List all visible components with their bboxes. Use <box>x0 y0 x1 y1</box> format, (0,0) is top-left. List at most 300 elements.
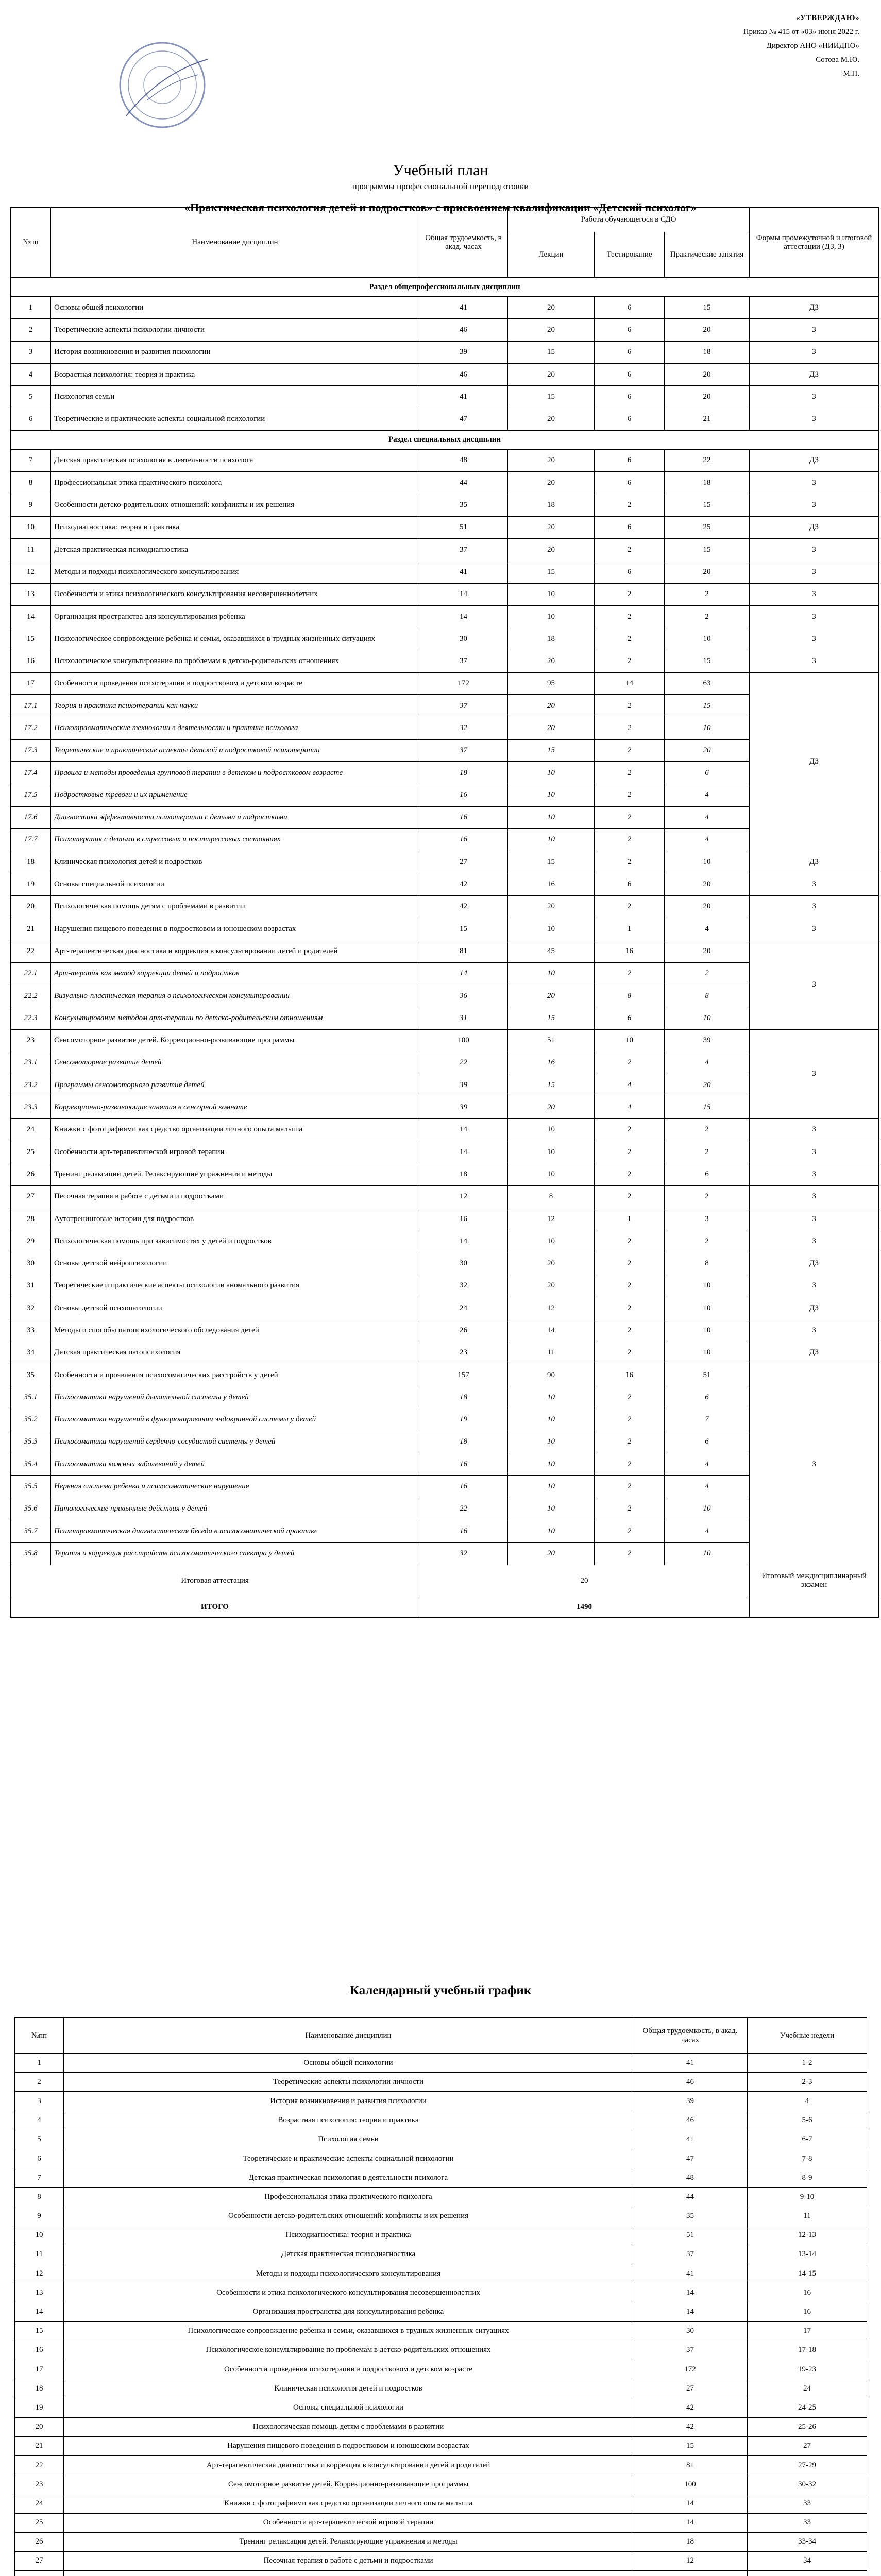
calendar-row <box>15 2245 867 2264</box>
lecture-hours: 20 <box>508 319 595 341</box>
practice-hours: 20 <box>665 873 750 895</box>
calendar-row <box>15 2475 867 2494</box>
cal-hours: 47 <box>633 2149 748 2168</box>
calendar-row <box>15 2551 867 2570</box>
cal-hours: 12 <box>633 2551 748 2570</box>
total-hours-value: 1490 <box>419 1597 750 1617</box>
table-row <box>11 449 879 471</box>
row-number: 15 <box>11 628 51 650</box>
cal-discipline-name: Особенности детско-родительских отношений: конфликты и их решения <box>64 2207 633 2226</box>
lecture-hours: 10 <box>508 1118 595 1141</box>
approval-block <box>571 11 859 81</box>
table-row <box>11 851 879 873</box>
testing-hours: 2 <box>595 1520 665 1543</box>
cal-row-number: 21 <box>15 2436 64 2455</box>
row-number: 35.3 <box>11 1431 51 1453</box>
discipline-name: Сенсомоторное развитие детей. Коррекционно-развивающие программы <box>51 1029 419 1052</box>
row-number: 35 <box>11 1364 51 1386</box>
row-number: 6 <box>11 408 51 430</box>
row-number: 17 <box>11 672 51 694</box>
cal-row-number: 18 <box>15 2379 64 2398</box>
row-number: 34 <box>11 1342 51 1364</box>
lecture-hours: 15 <box>508 851 595 873</box>
practice-hours: 22 <box>665 449 750 471</box>
total-hours: 18 <box>419 1386 508 1409</box>
calendar-row <box>15 2341 867 2360</box>
testing-hours: 2 <box>595 1319 665 1342</box>
cal-row-number: 24 <box>15 2494 64 2513</box>
row-number: 2 <box>11 319 51 341</box>
cal-hours: 14 <box>633 2283 748 2302</box>
subtable-row <box>11 717 879 739</box>
lecture-hours: 18 <box>508 494 595 516</box>
total-hours: 32 <box>419 1543 508 1565</box>
discipline-name: Теоретические и практические аспекты психологии аномального развития <box>51 1275 419 1297</box>
discipline-name: Тренинг релаксации детей. Релаксирующие упражнения и методы <box>51 1163 419 1185</box>
cal-row-number: 20 <box>15 2417 64 2436</box>
practice-hours: 2 <box>665 1141 750 1163</box>
testing-hours: 2 <box>595 962 665 985</box>
lecture-hours: 10 <box>508 918 595 940</box>
testing-hours: 8 <box>595 985 665 1007</box>
total-hours: 18 <box>419 1163 508 1185</box>
attestation-form: З <box>750 628 879 650</box>
cal-discipline-name: Психологическая помощь детям с проблемами в развитии <box>64 2417 633 2436</box>
attestation-form: З <box>750 494 879 516</box>
practice-hours: 6 <box>665 761 750 784</box>
total-hours: 35 <box>419 494 508 516</box>
lecture-hours: 11 <box>508 1342 595 1364</box>
cal-weeks: 2-3 <box>748 2073 867 2092</box>
table-row <box>11 1163 879 1185</box>
lecture-hours: 10 <box>508 605 595 628</box>
plan-subtitle: программы профессиональной переподготовки <box>352 181 529 191</box>
attestation-form: З <box>750 583 879 605</box>
total-hours: 51 <box>419 516 508 538</box>
lecture-hours: 10 <box>508 828 595 851</box>
lecture-hours: 10 <box>508 583 595 605</box>
cal-discipline-name: Психодиагностика: теория и практика <box>64 2226 633 2245</box>
cal-row-number <box>15 2571 64 2576</box>
testing-hours: 6 <box>595 363 665 385</box>
table-row <box>11 650 879 672</box>
lecture-hours: 20 <box>508 1096 595 1118</box>
cal-weeks: 27 <box>748 2436 867 2455</box>
header-forms: Формы промежуточной и итоговой аттестации (ДЗ, З) <box>750 208 879 278</box>
attestation-form: З <box>750 918 879 940</box>
lecture-hours: 20 <box>508 538 595 561</box>
approval-director-name: Сотова М.Ю. <box>816 56 859 64</box>
cal-discipline-name: Психология семьи <box>64 2130 633 2149</box>
discipline-name: Детская практическая патопсихология <box>51 1342 419 1364</box>
total-hours: 14 <box>419 1141 508 1163</box>
practice-hours: 10 <box>665 717 750 739</box>
cal-weeks: 16 <box>748 2302 867 2321</box>
attestation-form: ДЗ <box>750 516 879 538</box>
cal-discipline-name: Возрастная психология: теория и практика <box>64 2111 633 2130</box>
cal-hours: 42 <box>633 2398 748 2417</box>
cal-row-number: 10 <box>15 2226 64 2245</box>
calendar-row <box>15 2455 867 2475</box>
attestation-form: З <box>750 1185 879 1208</box>
row-number: 12 <box>11 561 51 583</box>
practice-hours: 10 <box>665 1275 750 1297</box>
table-row <box>11 341 879 363</box>
total-hours: 19 <box>419 1409 508 1431</box>
table-row <box>11 672 879 694</box>
lecture-hours: 12 <box>508 1297 595 1319</box>
total-hours: 41 <box>419 297 508 319</box>
practice-hours: 2 <box>665 1185 750 1208</box>
practice-hours: 10 <box>665 1342 750 1364</box>
attestation-form: З <box>750 1364 879 1565</box>
calendar-title: Календарный учебный график <box>349 1984 532 1997</box>
total-hours: 30 <box>419 1252 508 1275</box>
discipline-name: Особенности проведения психотерапии в подростковом и детском возрасте <box>51 672 419 694</box>
cal-weeks: 11 <box>748 2207 867 2226</box>
discipline-name: История возникновения и развития психологии <box>51 341 419 363</box>
total-hours: 100 <box>419 1029 508 1052</box>
discipline-name: Психологическое консультирование по проблемам в детско-родительских отношениях <box>51 650 419 672</box>
table-row <box>11 1029 879 1052</box>
discipline-name: Теоретические аспекты психологии личности <box>51 319 419 341</box>
practice-hours: 4 <box>665 828 750 851</box>
testing-hours: 6 <box>595 516 665 538</box>
lecture-hours: 10 <box>508 1141 595 1163</box>
cal-discipline-name: Основы общей психологии <box>64 2054 633 2073</box>
cal-weeks: 30-32 <box>748 2475 867 2494</box>
total-hours: 37 <box>419 695 508 717</box>
total-hours: 18 <box>419 1431 508 1453</box>
total-hours: 81 <box>419 940 508 962</box>
testing-hours: 6 <box>595 408 665 430</box>
cal-hours: 41 <box>633 2130 748 2149</box>
total-hours: 26 <box>419 1319 508 1342</box>
cal-weeks: 19-23 <box>748 2360 867 2379</box>
total-hours: 14 <box>419 583 508 605</box>
table-row <box>11 408 879 430</box>
lecture-hours: 20 <box>508 408 595 430</box>
approval-title: «УТВЕРЖДАЮ» <box>795 14 859 22</box>
total-hours: 37 <box>419 650 508 672</box>
cal-weeks: 17-18 <box>748 2341 867 2360</box>
discipline-name: Теоретические и практические аспекты детской и подростковой психотерапии <box>51 739 419 761</box>
cal-row-number: 1 <box>15 2054 64 2073</box>
practice-hours: 20 <box>665 739 750 761</box>
cal-hours: 100 <box>633 2475 748 2494</box>
discipline-name: Особенности арт-терапевтической игровой терапии <box>51 1141 419 1163</box>
row-number: 17.2 <box>11 717 51 739</box>
total-hours: 14 <box>419 962 508 985</box>
row-number: 17.7 <box>11 828 51 851</box>
discipline-name: Подростковые тревоги и их применение <box>51 784 419 806</box>
discipline-name: Особенности детско-родительских отношений: конфликты и их решения <box>51 494 419 516</box>
table-row <box>11 561 879 583</box>
lecture-hours: 10 <box>508 761 595 784</box>
practice-hours: 15 <box>665 297 750 319</box>
testing-hours: 14 <box>595 672 665 694</box>
attestation-form: ДЗ <box>750 449 879 471</box>
lecture-hours: 15 <box>508 739 595 761</box>
testing-hours: 2 <box>595 1409 665 1431</box>
row-number: 27 <box>11 1185 51 1208</box>
row-number: 17.5 <box>11 784 51 806</box>
testing-hours: 6 <box>595 319 665 341</box>
total-hours: 39 <box>419 1096 508 1118</box>
practice-hours: 4 <box>665 1453 750 1476</box>
row-number: 11 <box>11 538 51 561</box>
discipline-name: Психологическая помощь при зависимостях у детей и подростков <box>51 1230 419 1252</box>
lecture-hours: 20 <box>508 717 595 739</box>
testing-hours: 6 <box>595 386 665 408</box>
discipline-name: Детская практическая психология в деятельности психолога <box>51 449 419 471</box>
total-hours: 27 <box>419 851 508 873</box>
calendar-row <box>15 2513 867 2532</box>
attestation-form: ДЗ <box>750 851 879 873</box>
cal-header-hours: Общая трудоемкость, в акад. часах <box>633 2018 748 2054</box>
table-row <box>11 1275 879 1297</box>
total-hours: 41 <box>419 386 508 408</box>
lecture-hours: 15 <box>508 341 595 363</box>
row-number: 17.4 <box>11 761 51 784</box>
lecture-hours: 45 <box>508 940 595 962</box>
cal-weeks: 12-13 <box>748 2226 867 2245</box>
row-number: 21 <box>11 918 51 940</box>
cal-hours: 41 <box>633 2054 748 2073</box>
practice-hours: 4 <box>665 784 750 806</box>
calendar-row <box>15 2398 867 2417</box>
cal-weeks: 6-7 <box>748 2130 867 2149</box>
lecture-hours: 10 <box>508 1476 595 1498</box>
cal-discipline-name: Основы специальной психологии <box>64 2398 633 2417</box>
attestation-form: ДЗ <box>750 1342 879 1364</box>
discipline-name: Психотравматическая диагностическая беседа в психосоматической практике <box>51 1520 419 1543</box>
calendar-row <box>15 2054 867 2073</box>
header-hours: Общая трудоемкость, в акад. часах <box>419 208 508 278</box>
attestation-form: ДЗ <box>750 1252 879 1275</box>
practice-hours: 20 <box>665 319 750 341</box>
row-number: 1 <box>11 297 51 319</box>
attestation-form: ДЗ <box>750 1297 879 1319</box>
total-hours: 16 <box>419 806 508 828</box>
table-row <box>11 472 879 494</box>
attestation-form: ДЗ <box>750 297 879 319</box>
header-name: Наименование дисциплин <box>51 208 419 278</box>
row-number: 25 <box>11 1141 51 1163</box>
practice-hours: 6 <box>665 1431 750 1453</box>
table-row <box>11 1141 879 1163</box>
total-hours: 16 <box>419 1208 508 1230</box>
cal-weeks: 7-8 <box>748 2149 867 2168</box>
lecture-hours: 14 <box>508 1319 595 1342</box>
cal-row-number: 13 <box>15 2283 64 2302</box>
calendar-row <box>15 2436 867 2455</box>
cal-hours: 46 <box>633 2111 748 2130</box>
cal-hours: 14 <box>633 2302 748 2321</box>
total-hours: 172 <box>419 672 508 694</box>
cal-discipline-name: Методы и подходы психологического консультирования <box>64 2264 633 2283</box>
cal-discipline-name: Песочная терапия в работе с детьми и подростками <box>64 2551 633 2570</box>
discipline-name: Теоретические и практические аспекты социальной психологии <box>51 408 419 430</box>
testing-hours: 2 <box>595 628 665 650</box>
cal-row-number: 27 <box>15 2551 64 2570</box>
testing-hours: 2 <box>595 1431 665 1453</box>
total-row <box>11 1597 879 1617</box>
cal-row-number: 11 <box>15 2245 64 2264</box>
lecture-hours: 16 <box>508 873 595 895</box>
total-hours: 32 <box>419 717 508 739</box>
practice-hours: 2 <box>665 583 750 605</box>
cal-hours: 18 <box>633 2532 748 2551</box>
calendar-row <box>15 2092 867 2111</box>
testing-hours: 2 <box>595 1498 665 1520</box>
practice-hours: 15 <box>665 695 750 717</box>
total-hours: 46 <box>419 363 508 385</box>
lecture-hours: 10 <box>508 1431 595 1453</box>
cal-weeks: 33-34 <box>748 2532 867 2551</box>
table-row <box>11 873 879 895</box>
row-number: 28 <box>11 1208 51 1230</box>
testing-hours: 2 <box>595 1252 665 1275</box>
testing-hours: 6 <box>595 561 665 583</box>
lecture-hours: 95 <box>508 672 595 694</box>
attestation-form: З <box>750 561 879 583</box>
calendar-row <box>15 2417 867 2436</box>
cal-hours: 37 <box>633 2341 748 2360</box>
discipline-name: Психологическое сопровождение ребенка и семьи, оказавшихся в трудных жизненных ситуациях <box>51 628 419 650</box>
cal-row-number: 15 <box>15 2321 64 2341</box>
subtable-row <box>11 1476 879 1498</box>
attestation-form: З <box>750 873 879 895</box>
row-number: 8 <box>11 472 51 494</box>
table-row <box>11 494 879 516</box>
total-hours: 42 <box>419 873 508 895</box>
testing-hours: 2 <box>595 695 665 717</box>
cal-weeks: 34 <box>748 2551 867 2570</box>
table-row <box>11 918 879 940</box>
cal-row-number: 4 <box>15 2111 64 2130</box>
attestation-form: ДЗ <box>750 672 879 851</box>
cal-hours: 30 <box>633 2321 748 2341</box>
row-number: 14 <box>11 605 51 628</box>
testing-hours: 2 <box>595 784 665 806</box>
cal-hours: 27 <box>633 2379 748 2398</box>
row-number: 4 <box>11 363 51 385</box>
discipline-name: Особенности и проявления психосоматических расстройств у детей <box>51 1364 419 1386</box>
subtable-row <box>11 1052 879 1074</box>
total-hours: 37 <box>419 739 508 761</box>
testing-hours: 2 <box>595 851 665 873</box>
subtable-row <box>11 695 879 717</box>
total-hours: 22 <box>419 1052 508 1074</box>
discipline-name: Терапия и коррекция расстройств психосоматического спектра у детей <box>51 1543 419 1565</box>
attestation-form: З <box>750 895 879 918</box>
practice-hours: 2 <box>665 605 750 628</box>
final-attestation-label: Итоговая аттестация <box>11 1565 419 1597</box>
cal-discipline-name: Детская практическая психология в деятельности психолога <box>64 2168 633 2188</box>
practice-hours: 10 <box>665 1498 750 1520</box>
row-number: 33 <box>11 1319 51 1342</box>
lecture-hours: 20 <box>508 1275 595 1297</box>
testing-hours: 2 <box>595 717 665 739</box>
subtable-row <box>11 806 879 828</box>
calendar-row <box>15 2226 867 2245</box>
total-hours: 41 <box>419 561 508 583</box>
discipline-name: Арт-терапевтическая диагностика и коррекция в консультировании детей и родителей <box>51 940 419 962</box>
total-hours: 36 <box>419 985 508 1007</box>
row-number: 35.1 <box>11 1386 51 1409</box>
lecture-hours: 15 <box>508 561 595 583</box>
subtable-row <box>11 1007 879 1029</box>
table-row <box>11 1208 879 1230</box>
attestation-form: З <box>750 319 879 341</box>
attestation-form: З <box>750 472 879 494</box>
subtable-row <box>11 985 879 1007</box>
subtable-row <box>11 739 879 761</box>
practice-hours: 4 <box>665 1476 750 1498</box>
row-number: 23.2 <box>11 1074 51 1096</box>
discipline-name: Программы сенсомоторного развития детей <box>51 1074 419 1096</box>
calendar-row <box>15 2302 867 2321</box>
row-number: 26 <box>11 1163 51 1185</box>
lecture-hours: 10 <box>508 962 595 985</box>
attestation-form: ДЗ <box>750 363 879 385</box>
total-hours: 12 <box>419 1185 508 1208</box>
calendar-row <box>15 2494 867 2513</box>
lecture-hours: 20 <box>508 695 595 717</box>
final-attestation-hours: 20 <box>419 1565 750 1597</box>
lecture-hours: 18 <box>508 628 595 650</box>
testing-hours: 2 <box>595 1476 665 1498</box>
cal-hours: 14 <box>633 2494 748 2513</box>
practice-hours: 20 <box>665 940 750 962</box>
cal-discipline-name: Книжки с фотографиями как средство организации личного опыта малыша <box>64 2494 633 2513</box>
testing-hours: 1 <box>595 1208 665 1230</box>
total-hours: 16 <box>419 1453 508 1476</box>
testing-hours: 1 <box>595 918 665 940</box>
row-number: 16 <box>11 650 51 672</box>
cal-hours: 41 <box>633 2264 748 2283</box>
calendar-row <box>15 2379 867 2398</box>
table-row <box>11 605 879 628</box>
subtable-row <box>11 1386 879 1409</box>
row-number: 35.8 <box>11 1543 51 1565</box>
testing-hours: 2 <box>595 1543 665 1565</box>
practice-hours: 6 <box>665 1386 750 1409</box>
cal-weeks: 25-26 <box>748 2417 867 2436</box>
testing-hours: 16 <box>595 1364 665 1386</box>
discipline-name: Правила и методы проведения групповой терапии в детском и подростковом возрасте <box>51 761 419 784</box>
cal-weeks: 33 <box>748 2494 867 2513</box>
lecture-hours: 8 <box>508 1185 595 1208</box>
cal-discipline-name: Особенности и этика психологического консультирования несовершеннолетних <box>64 2283 633 2302</box>
table-row <box>11 1252 879 1275</box>
discipline-name: Клиническая психология детей и подростков <box>51 851 419 873</box>
cal-row-number: 25 <box>15 2513 64 2532</box>
lecture-hours: 10 <box>508 1230 595 1252</box>
total-hours: 18 <box>419 761 508 784</box>
row-number: 20 <box>11 895 51 918</box>
cal-row-number: 23 <box>15 2475 64 2494</box>
cal-header-name: Наименование дисциплин <box>64 2018 633 2054</box>
lecture-hours: 20 <box>508 895 595 918</box>
curriculum-table <box>10 207 879 1618</box>
practice-hours: 7 <box>665 1409 750 1431</box>
calendar-row <box>15 2207 867 2226</box>
total-hours: 16 <box>419 1476 508 1498</box>
discipline-name: Визуально-пластическая терапия в психологическом консультировании <box>51 985 419 1007</box>
discipline-name: Психология семьи <box>51 386 419 408</box>
